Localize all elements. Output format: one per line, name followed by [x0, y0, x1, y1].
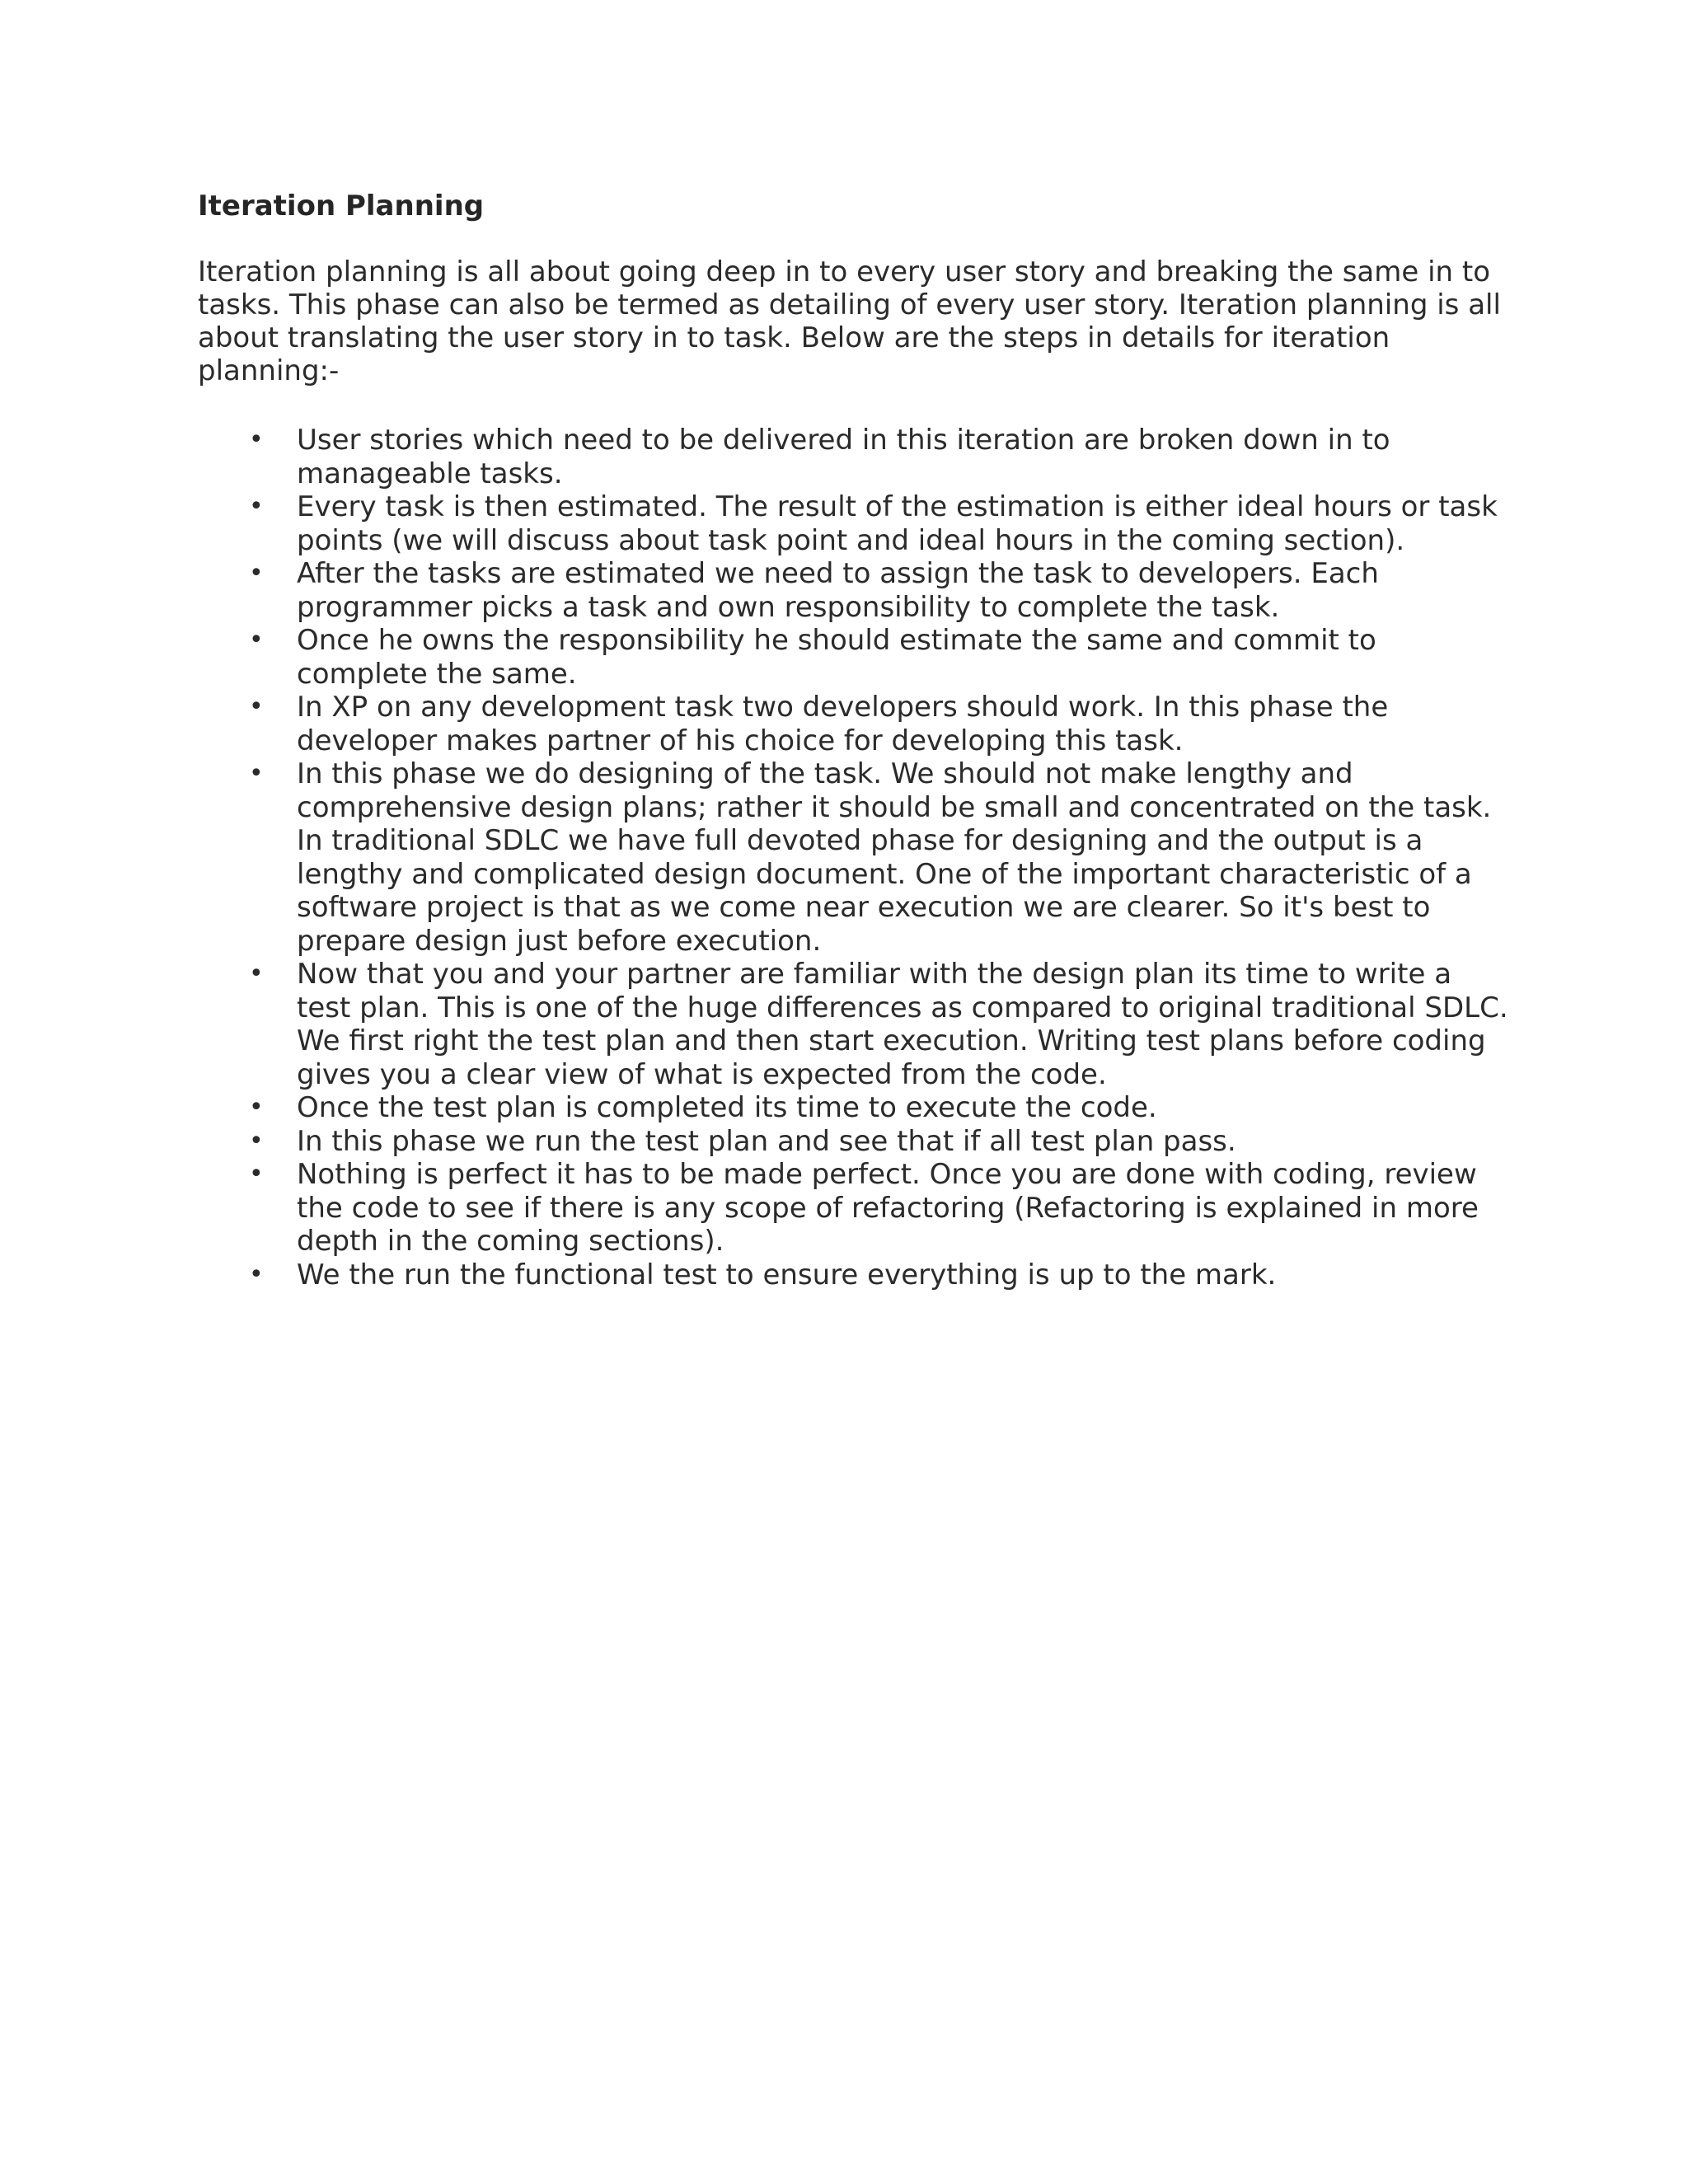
list-item-text: Every task is then estimated. The result of the estimation is either ideal hours or task points (we will discuss about task point and ideal hours in the coming section).: [297, 490, 1498, 557]
list-item-text: Once he owns the responsibility he should estimate the same and commit to complete the same.: [297, 624, 1376, 691]
steps-list: [198, 424, 1508, 1291]
list-item: [198, 1091, 1508, 1125]
bullet-icon: •: [249, 692, 264, 721]
list-item-text: In this phase we run the test plan and see that if all test plan pass.: [297, 1124, 1236, 1158]
list-item-text: Once the test plan is completed its time to execute the code.: [297, 1091, 1157, 1124]
document-page: [198, 190, 1508, 1291]
bullet-icon: •: [249, 1093, 264, 1122]
list-item-text: User stories which need to be delivered in this iteration are broken down in to manageable tasks.: [297, 424, 1390, 490]
list-item: [198, 691, 1508, 757]
list-item: [198, 424, 1508, 490]
list-item: [198, 1258, 1508, 1292]
bullet-icon: •: [249, 1126, 264, 1155]
list-item-text: Now that you and your partner are familiar with the design plan its time to write a test plan. This is one of the huge differences as compared to original traditional SDLC. We first right the test plan and then start execution. Writing test plans before coding gives you a clear view of what is expected from the code.: [297, 958, 1508, 1091]
bullet-icon: •: [249, 1259, 264, 1289]
list-item-text: We the run the functional test to ensure everything is up to the mark.: [297, 1258, 1277, 1291]
list-item: [198, 557, 1508, 624]
bullet-icon: •: [249, 492, 264, 521]
list-item: [198, 624, 1508, 691]
intro-paragraph: Iteration planning is all about going deep in to every user story and breaking the same in to tasks. This phase can also be termed as detailing of every user story. Iteration planning is all about translating the user story in to task. Below are the steps in details for iteration planning:-: [198, 255, 1501, 387]
list-item-text: In this phase we do designing of the task. We should not make lengthy and comprehensive design plans; rather it should be small and concentrated on the task. In traditional SDLC we have full devoted phase for designing and the output is a lengthy and complicated design document. One of the important characteristic of a software project is that as we come near execution we are clearer. So it's best to prepare design just before execution.: [297, 757, 1492, 958]
bullet-icon: •: [249, 425, 264, 454]
list-item: [198, 958, 1508, 1091]
bullet-icon: •: [249, 559, 264, 588]
list-item-text: After the tasks are estimated we need to assign the task to developers. Each programmer picks a task and own responsibility to complete the task.: [297, 557, 1379, 624]
list-item-text: Nothing is perfect it has to be made perfect. Once you are done with coding, review the code to see if there is any scope of refactoring (Refactoring is explained in more depth in the coming sections).: [297, 1158, 1479, 1258]
section-heading: Iteration Planning: [198, 190, 485, 223]
bullet-icon: •: [249, 626, 264, 654]
bullet-icon: •: [249, 759, 264, 788]
list-item-text: In XP on any development task two developers should work. In this phase the developer makes partner of his choice for developing this task.: [297, 691, 1389, 757]
list-item: [198, 757, 1508, 958]
list-item: [198, 490, 1508, 557]
bullet-icon: •: [249, 1160, 264, 1188]
list-item: [198, 1125, 1508, 1159]
list-item: [198, 1158, 1508, 1258]
bullet-icon: •: [249, 959, 264, 988]
